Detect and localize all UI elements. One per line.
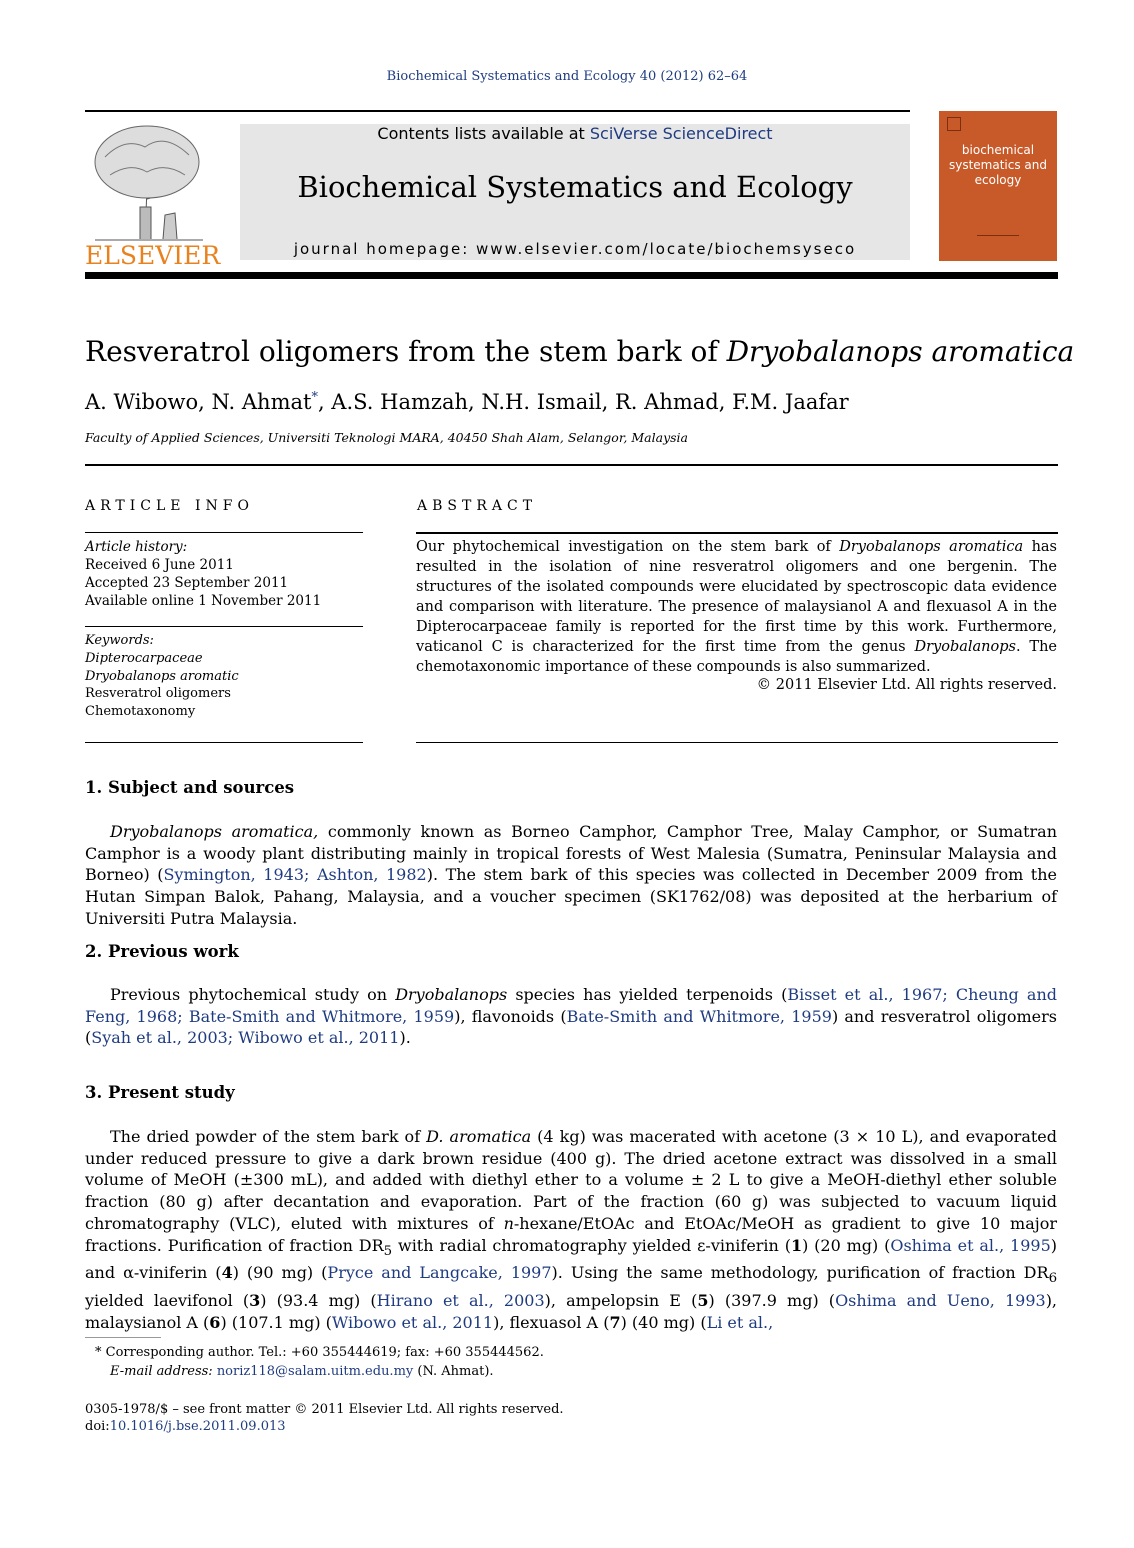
doi-link[interactable]: 10.1016/j.bse.2011.09.013 xyxy=(109,1419,286,1434)
header-bottom-rule xyxy=(85,272,1058,279)
cover-title: biochemical systematics and ecology xyxy=(948,143,1047,187)
keywords-label: Keywords: xyxy=(85,633,154,648)
front-matter xyxy=(85,1401,564,1435)
accepted-date: Accepted 23 September 2011 xyxy=(85,575,289,591)
section-heading: 2. Previous work xyxy=(85,942,239,961)
paper-title xyxy=(85,335,1074,368)
authors-first: A. Wibowo, N. Ahmat xyxy=(85,390,312,414)
citation-link[interactable]: Oshima and Ueno, 1993 xyxy=(835,1291,1046,1311)
journal-homepage[interactable]: journal homepage: www.elsevier.com/locate/biochemsyseco xyxy=(293,240,857,258)
journal-cover-thumbnail[interactable] xyxy=(939,111,1057,261)
section-heading: 1. Subject and sources xyxy=(85,778,295,797)
abstract-rule xyxy=(416,742,1058,743)
info-rule xyxy=(85,742,363,743)
citation-link[interactable]: Bate-Smith and Whitmore, 1959 xyxy=(566,1006,832,1026)
citation-link[interactable]: Pryce and Langcake, 1997 xyxy=(327,1263,552,1283)
title-species: Dryobalanops aromatica xyxy=(726,335,1075,368)
section-paragraph: Dryobalanops aromatica, commonly known as Borneo Camphor, Camphor Tree, Malay Camphor, or Sumatran Camphor is a woody plant distributing mainly in tropical forests of West Malesia (Sumatra, Peninsular Malaysia and Borneo) (Symington, 1943; Ashton, 1982). The stem bark of this species was collected in December 2009 from the Hutan Simpan Balok, Pahang, Malaysia, and a voucher specimen (SK1762/08) was deposited at the herbarium of Universiti Putra Malaysia. xyxy=(85,822,1057,928)
article-info-heading: ARTICLE INFO xyxy=(85,498,254,514)
authors-rest: , A.S. Hamzah, N.H. Ismail, R. Ahmad, F.M. Jaafar xyxy=(317,390,849,414)
header-top-rule xyxy=(85,110,910,112)
abstract-body: Our phytochemical investigation on the stem bark of Dryobalanops aromatica has resulted in the isolation of nine resveratrol oligomers and one bergenin. The structures of the isolated compounds were elucidated by spectroscopic data evidence and comparison with literature. The presence of malaysianol A and flexuasol A in the Dipterocarpaceae family is reported for the first time by this work. Furthermore, vaticanol C is characterized for the first time from the genus Dryobalanops. The chemotaxonomic importance of these compounds is also summarized. xyxy=(416,539,1058,675)
section-heading: 3. Present study xyxy=(85,1083,235,1102)
footnote xyxy=(85,1343,544,1381)
doi-label: doi: xyxy=(85,1419,110,1434)
citation-link[interactable]: Syah et al., 2003; Wibowo et al., 2011 xyxy=(91,1028,400,1048)
keywords xyxy=(85,632,239,721)
sciencedirect-link[interactable]: SciVerse ScienceDirect xyxy=(589,124,773,143)
citation-link[interactable]: Hirano et al., 2003 xyxy=(376,1291,545,1311)
affiliation: Faculty of Applied Sciences, Universiti Teknologi MARA, 40450 Shah Alam, Selangor, Malaysia xyxy=(85,430,688,445)
keyword: Chemotaxonomy xyxy=(85,704,196,720)
abstract-heading: ABSTRACT xyxy=(417,498,538,514)
corresponding-author-note: Corresponding author. Tel.: +60 355444619; fax: +60 355444562. xyxy=(101,1345,544,1360)
contents-line xyxy=(240,124,910,143)
section-paragraph: Previous phytochemical study on Dryobalanops species has yielded terpenoids (Bisset et al., 1967; Cheung and Feng, 1968; Bate-Smith and Whitmore, 1959), flavonoids (Bate-Smith and Whitmore, 1959) and resveratrol oligomers (Syah et al., 2003; Wibowo et al., 2011). xyxy=(85,985,1058,1048)
title-text: Resveratrol oligomers from the stem bark of xyxy=(85,335,727,368)
email-link[interactable]: noriz118@salam.uitm.edu.my xyxy=(216,1364,414,1379)
citation-link[interactable]: Li et al., xyxy=(706,1313,774,1332)
issn-line: 0305-1978/$ – see front matter © 2011 Elsevier Ltd. All rights reserved. xyxy=(85,1402,564,1417)
citation-link[interactable]: Wibowo et al., 2011 xyxy=(331,1313,494,1332)
email-label: E-mail address: xyxy=(110,1364,217,1379)
cover-emblem-icon xyxy=(947,117,961,131)
journal-title: Biochemical Systematics and Ecology xyxy=(297,170,853,204)
journal-banner xyxy=(240,124,910,260)
corresponding-author-marker[interactable]: * xyxy=(311,390,318,405)
info-rule xyxy=(85,532,363,533)
info-rule xyxy=(85,626,363,627)
section-paragraph: The dried powder of the stem bark of D. aromatica (4 kg) was macerated with acetone (3 × 10 L), and evaporated under reduced pressure to give a dark brown residue (400 g). The dried acetone extract was dissolved in a small volume of MeOH (±300 mL), and added with diethyl ether to a volume ± 2 L to give a MeOH-diethyl ether soluble fraction (80 g) after decantation and evaporation. Part of the fraction (60 g) was subjected to vacuum liquid chromatography (VLC), eluted with mixtures of n-hexane/EtOAc and EtOAc/MeOH as gradient to give 10 major fractions. Purification of fraction $DR_5$ with radial chromatography yielded ε-viniferin (1) (20 mg) (Oshima et al., 1995) and α-viniferin (4) (90 mg) (Pryce and Langcake, 1997). Using the same methodology, purification of fraction $DR_6$ yielded laevifonol (3) (93.4 mg) (Hirano et al., 2003), ampelopsin E (5) (397.9 mg) (Oshima and Ueno, 1993), malaysianol A (6) (107.1 mg) (Wibowo et al., 2011), flexuasol A (7) (40 mg) (Li et al., xyxy=(85,1127,1058,1332)
article-history xyxy=(85,538,321,610)
history-label: Article history: xyxy=(85,539,188,555)
citation-link[interactable]: Oshima et al., 1995 xyxy=(890,1235,1051,1255)
contents-prefix: Contents lists available at xyxy=(377,124,590,143)
footnote-rule xyxy=(85,1337,161,1338)
citation-link[interactable]: Bisset et al., 1967; Cheung and Feng, 1968; Bate-Smith and Whitmore, 1959 xyxy=(85,985,1058,1026)
keyword: Dipterocarpaceae xyxy=(85,650,203,666)
elsevier-logo xyxy=(85,117,221,270)
keyword: Resveratrol oligomers xyxy=(85,686,231,702)
publisher-wordmark: ELSEVIER xyxy=(85,241,221,270)
footnote-marker: * xyxy=(95,1345,102,1360)
cover-footer-mark-icon xyxy=(977,235,1019,242)
email-owner: (N. Ahmat). xyxy=(413,1364,494,1379)
keyword: Dryobalanops aromatic xyxy=(85,668,239,684)
title-divider xyxy=(85,464,1058,466)
citation-link[interactable]: Symington, 1943; Ashton, 1982 xyxy=(163,865,427,885)
online-date: Available online 1 November 2011 xyxy=(85,593,322,609)
abstract-rule xyxy=(416,532,1058,534)
journal-citation-link[interactable]: Biochemical Systematics and Ecology 40 (2012) 62–64 xyxy=(386,69,748,84)
copyright-notice: © 2011 Elsevier Ltd. All rights reserved. xyxy=(756,677,1057,693)
received-date: Received 6 June 2011 xyxy=(85,557,234,573)
author-list xyxy=(85,390,849,414)
